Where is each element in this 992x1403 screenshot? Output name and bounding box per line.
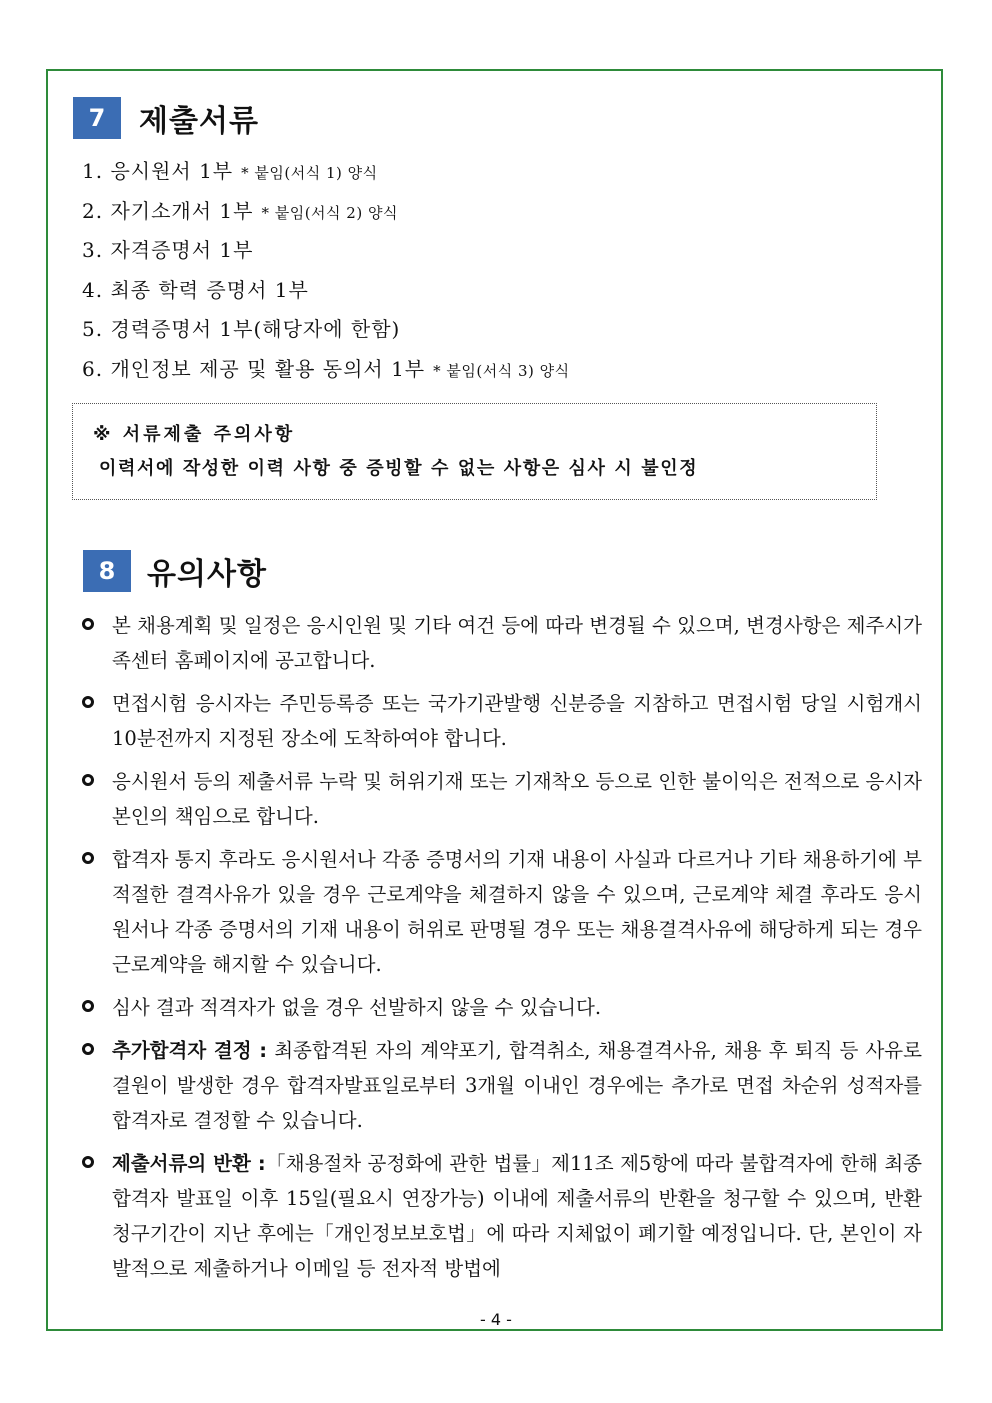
document-item-text: 3. 자격증명서 1부 bbox=[82, 238, 254, 262]
notice-list bbox=[82, 608, 922, 1294]
document-item-text: 1. 응시원서 1부 bbox=[82, 159, 234, 183]
notice-bold-label: 제출서류의 반환 : bbox=[112, 1152, 266, 1175]
circle-bullet-icon bbox=[82, 774, 94, 786]
caution-title: ※ 서류제출 주의사항 bbox=[93, 424, 296, 445]
notice-item bbox=[82, 842, 922, 982]
notice-text: 최종합격된 자의 계약포기, 합격취소, 채용결격사유, 채용 후 퇴직 등 사유로 결원이 발생한 경우 합격자발표일로부터 3개월 이내인 경우에는 추가로 면접 차순위 성적자를 합격자로 결정할 수 있습니다. bbox=[112, 1039, 922, 1132]
submission-caution-box bbox=[72, 403, 877, 500]
notice-text: 심사 결과 적격자가 없을 경우 선발하지 않을 수 있습니다. bbox=[112, 996, 602, 1019]
document-item bbox=[82, 352, 570, 392]
notice-item bbox=[82, 1146, 922, 1286]
section-7-title: 제출서류 bbox=[139, 104, 259, 139]
section-7-number: 7 bbox=[73, 97, 121, 139]
notice-text: 면접시험 응시자는 주민등록증 또는 국가기관발행 신분증을 지참하고 면접시험 당일 시험개시 10분전까지 지정된 장소에 도착하여야 합니다. bbox=[112, 692, 922, 750]
circle-bullet-icon bbox=[82, 852, 94, 864]
required-documents-list bbox=[82, 154, 570, 391]
circle-bullet-icon bbox=[82, 1043, 94, 1055]
section-8-header bbox=[83, 549, 267, 593]
notice-bold-label: 추가합격자 결정 : bbox=[112, 1039, 268, 1062]
document-item-text: 6. 개인정보 제공 및 활용 동의서 1부 bbox=[82, 356, 426, 381]
document-item bbox=[82, 154, 570, 194]
caution-body: 이력서에 작성한 이력 사항 중 증빙할 수 없는 사항은 심사 시 불인정 bbox=[99, 458, 699, 479]
notice-text: 응시원서 등의 제출서류 누락 및 허위기재 또는 기재착오 등으로 인한 불이익은 전적으로 응시자 본인의 책임으로 합니다. bbox=[112, 770, 922, 828]
circle-bullet-icon bbox=[82, 618, 94, 630]
document-item bbox=[82, 273, 570, 313]
document-item-text: 2. 자기소개서 1부 bbox=[82, 198, 254, 223]
document-item-note: * 붙임(서식 1) 양식 bbox=[241, 164, 378, 182]
notice-item bbox=[82, 764, 922, 834]
notice-item bbox=[82, 686, 922, 756]
document-item bbox=[82, 194, 570, 234]
page-number: - 4 - bbox=[480, 1310, 512, 1329]
notice-text: 합격자 통지 후라도 응시원서나 각종 증명서의 기재 내용이 사실과 다르거나 기타 채용하기에 부적절한 결격사유가 있을 경우 근로계약을 체결하지 않을 수 있으며, 근로계약 체결 후라도 응시원서나 각종 증명서의 기재 내용이 허위로 판명될 경우 또는 채용결격사유에 해당하게 되는 경우 근로계약을 해지할 수 있습니다. bbox=[112, 848, 922, 976]
document-item-text: 5. 경력증명서 1부(해당자에 한함) bbox=[82, 317, 401, 341]
section-8-number: 8 bbox=[83, 550, 131, 592]
circle-bullet-icon bbox=[82, 696, 94, 708]
document-item bbox=[82, 233, 570, 273]
notice-text: 「채용절차 공정화에 관한 법률」제11조 제5항에 따라 불합격자에 한해 최종합격자 발표일 이후 15일(필요시 연장가능) 이내에 제출서류의 반환을 청구할 수 있으며, 반환청구기간이 지난 후에는「개인정보보호법」에 따라 지체없이 폐기할 예정입니다. 단, 본인이 자발적으로 제출하거나 이메일 등 전자적 방법에 bbox=[112, 1152, 922, 1280]
circle-bullet-icon bbox=[82, 1156, 94, 1168]
notice-item bbox=[82, 990, 922, 1025]
document-item bbox=[82, 312, 570, 352]
section-8-title: 유의사항 bbox=[147, 557, 267, 592]
notice-item bbox=[82, 608, 922, 678]
document-item-note: * 붙임(서식 2) 양식 bbox=[261, 203, 398, 222]
circle-bullet-icon bbox=[82, 1000, 94, 1012]
document-item-note: * 붙임(서식 3) 양식 bbox=[433, 361, 570, 380]
notice-text: 본 채용계획 및 일정은 응시인원 및 기타 여건 등에 따라 변경될 수 있으며, 변경사항은 제주시가족센터 홈페이지에 공고합니다. bbox=[112, 614, 922, 672]
section-7-header bbox=[73, 96, 259, 140]
document-item-text: 4. 최종 학력 증명서 1부 bbox=[82, 277, 309, 302]
notice-item bbox=[82, 1033, 922, 1138]
